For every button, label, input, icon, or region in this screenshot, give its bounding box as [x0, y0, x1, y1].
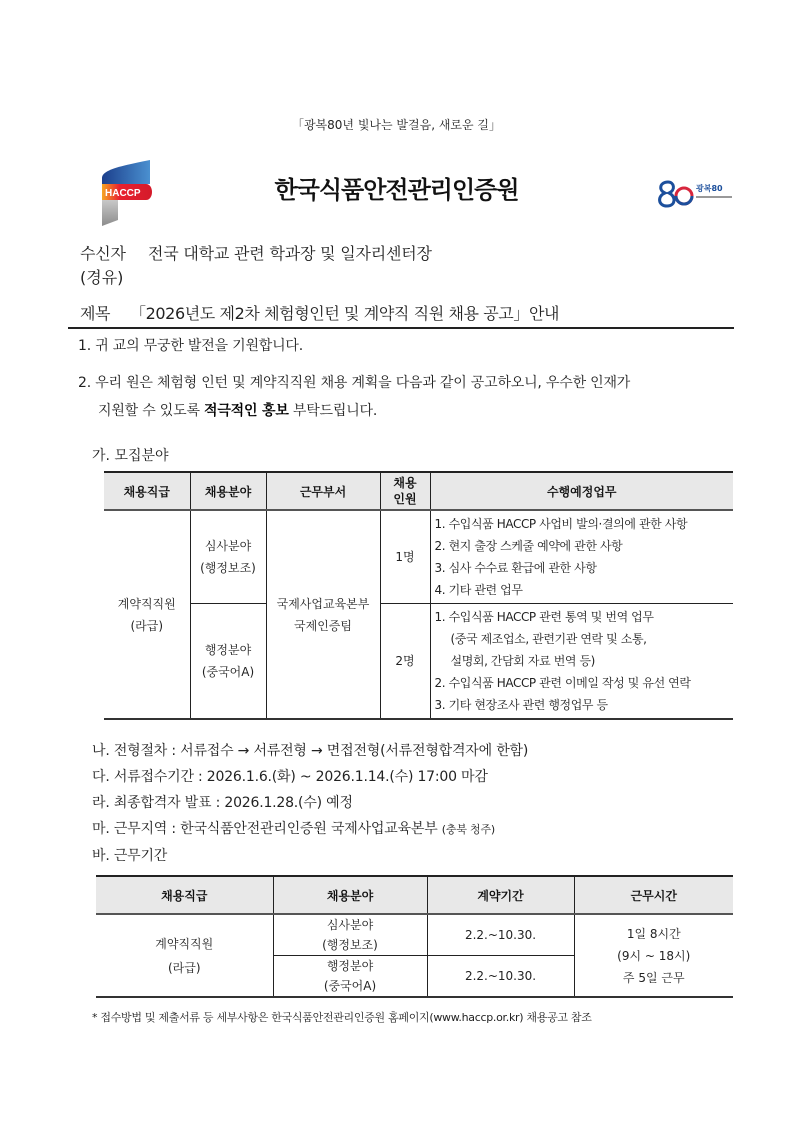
hours-line-1: 1일 8시간: [626, 926, 681, 941]
paragraph-2-line-2: [78, 397, 738, 425]
field-line-2: (중국어A): [323, 979, 377, 993]
header-dept: 근무부서: [266, 472, 380, 510]
header-field: 채용분야: [273, 876, 427, 914]
grade-line-2: (라급): [167, 960, 201, 975]
duty-item: 1. 수입식품 HACCP 사업비 발의·결의에 관한 사항: [434, 517, 688, 531]
grade-cell: [96, 914, 273, 997]
header-count: [380, 472, 430, 510]
field-cell: [190, 604, 266, 720]
detail-items: [0, 738, 793, 869]
recruit-table-header: [104, 472, 733, 510]
work-location-note: (충북 청주): [441, 823, 495, 836]
duty-item: 4. 기타 관련 업무: [434, 583, 523, 597]
field-cell: [273, 914, 427, 956]
emphasis-text: 적극적인 홍보: [204, 403, 289, 419]
duty-item: 3. 심사 수수료 환급에 관한 사항: [434, 561, 597, 575]
liberation-80-logo: [656, 176, 736, 210]
duty-item: 3. 기타 현장조사 관련 행정업무 등: [434, 698, 608, 712]
header-grade: 채용직급: [96, 876, 273, 914]
item-application-period: 다. 서류접수기간 : 2026.1.6.(화) ~ 2026.1.14.(수) 17:00 마감: [92, 769, 488, 785]
item-work-location: [92, 816, 793, 843]
period-cell: 2.2.~10.30.: [427, 956, 574, 998]
paragraph-2-line-1: 2. 우리 원은 체험형 인턴 및 계약직직원 채용 계획을 다음과 같이 공고하오니, 우수한 인재가: [78, 375, 631, 391]
duty-item: 1. 수입식품 HACCP 관련 통역 및 번역 업무: [434, 610, 654, 624]
field-line-1: 행정분야: [326, 959, 374, 973]
hours-line-3: 주 5일 근무: [622, 970, 685, 985]
duties-cell: [430, 604, 733, 720]
field-line-2: (행정보조): [322, 938, 378, 952]
count-cell: 1명: [380, 510, 430, 604]
field-line-1: 심사분야: [204, 539, 252, 553]
paragraph-2: [78, 369, 738, 425]
header-count-l1: 채용: [393, 476, 417, 490]
header-period: 계약기간: [427, 876, 574, 914]
item-final-announcement: 라. 최종합격자 발표 : 2026.1.28.(수) 예정: [92, 795, 353, 811]
work-location-text: 마. 근무지역 : 한국식품안전관리인증원 국제사업교육본부: [92, 821, 442, 837]
duties-cell: [430, 510, 733, 604]
hours-cell: [574, 914, 733, 997]
dept-line-1: 국제사업교육본부: [276, 596, 370, 611]
recipient-value: 전국 대학교 관련 학과장 및 일자리센터장: [148, 244, 432, 263]
field-line-2: (중국어A): [201, 665, 255, 679]
recipient-line: [80, 242, 793, 266]
org-name: 한국식품안전관리인증원: [274, 176, 519, 204]
table-row: [104, 510, 733, 604]
item-selection-process: 나. 전형절차 : 서류접수 → 서류전형 → 면접전형(서류전형합격자에 한함): [92, 743, 529, 759]
grade-cell: [104, 510, 190, 719]
header-field: 채용분야: [190, 472, 266, 510]
count-cell: 2명: [380, 604, 430, 720]
duty-item: 2. 현지 출장 스케줄 예약에 관한 사항: [434, 539, 623, 553]
header-grade: 채용직급: [104, 472, 190, 510]
grade-line-1: 계약직직원: [155, 936, 214, 951]
period-table: [96, 875, 733, 998]
duty-item: 2. 수입식품 HACCP 관련 이메일 작성 및 유선 연락: [434, 676, 691, 690]
haccp-logo-text: HACCP: [105, 188, 141, 199]
item-work-period: 바. 근무기간: [92, 848, 168, 864]
footnote: * 접수방법 및 제출서류 등 세부사항은 한국식품안전관리인증원 홈페이지(www.haccp.or.kr) 채용공고 참조: [92, 1011, 592, 1024]
hours-line-2: (9시 ~ 18시): [617, 948, 691, 963]
recruit-table: [104, 471, 733, 720]
header-count-l2: 인원: [393, 492, 417, 506]
table-row: [96, 914, 733, 956]
anniv-logo-text: 광복80: [696, 184, 723, 193]
grade-line-1: 계약직직원: [117, 596, 176, 611]
subject-line: [80, 302, 733, 326]
subject-value: 「2026년도 제2차 체험형인턴 및 계약직 직원 채용 공고」안내: [130, 304, 560, 323]
subject-divider: [68, 327, 734, 329]
header-duties: 수행예정업무: [430, 472, 733, 510]
paragraph-2-text: 지원할 수 있도록: [98, 403, 205, 419]
section-recruit-fields: 가. 모집분야: [92, 448, 169, 464]
duty-item-cont: 설명회, 간담회 자료 번역 등): [450, 654, 595, 668]
subject-label: 제목: [80, 304, 111, 323]
field-line-1: 심사분야: [326, 918, 374, 932]
paragraph-2-text-end: 부탁드립니다.: [288, 403, 378, 419]
haccp-logo: [100, 160, 152, 226]
field-cell: [273, 956, 427, 998]
header-hours: 근무시간: [574, 876, 733, 914]
period-table-header: [96, 876, 733, 914]
recipient-label: 수신자: [80, 244, 126, 263]
field-cell: [190, 510, 266, 604]
duty-item-cont: (중국 제조업소, 관련기관 연락 및 소통,: [450, 632, 647, 646]
paragraph-1: 1. 귀 교의 무궁한 발전을 기원합니다.: [78, 338, 303, 354]
table-row: [104, 604, 733, 720]
slogan: 「광복80년 빛나는 발걸음, 새로운 길」: [291, 118, 502, 132]
dept-line-2: 국제인증팀: [294, 618, 352, 633]
dept-cell: [266, 510, 380, 719]
via-label: (경유): [80, 268, 124, 287]
document-body: [0, 242, 793, 1026]
field-line-2: (행정보조): [200, 561, 256, 575]
grade-line-2: (라급): [130, 618, 164, 633]
field-line-1: 행정분야: [204, 643, 252, 657]
period-cell: 2.2.~10.30.: [427, 914, 574, 956]
